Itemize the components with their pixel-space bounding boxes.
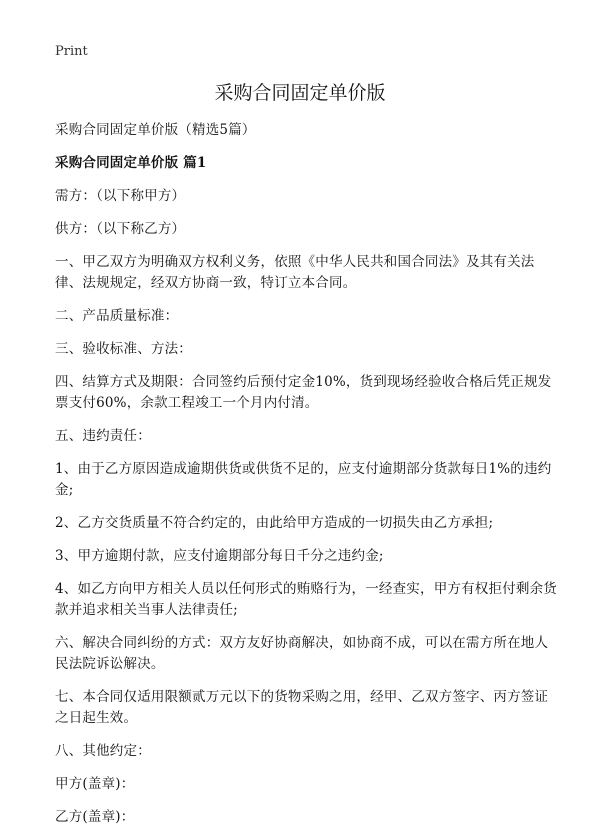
clause-5-item-2: 2、乙方交货质量不符合约定的，由此给甲方造成的一切损失由乙方承担; <box>55 515 494 531</box>
signature-party-b: 乙方(盖章)： <box>55 809 135 825</box>
document-subtitle: 采购合同固定单价版（精选5篇） <box>55 122 256 138</box>
clause-5-item-3: 3、甲方逾期付款，应支付逾期部分每日千分之违约金; <box>55 548 384 564</box>
clause-5-item-4: 4、如乙方向甲方相关人员以任何形式的贿赂行为，一经查实，甲方有权拒付剩余货款并追求相关当事人法律责任; <box>55 581 557 618</box>
print-link[interactable]: Print <box>55 44 88 59</box>
clause-3: 三、验收标准、方法： <box>55 341 192 357</box>
signature-party-a: 甲方(盖章)： <box>55 776 135 792</box>
clause-5-item-1: 1、由于乙方原因造成逾期供货或供货不足的，应支付逾期部分货款每日1%的违约金; <box>55 461 552 498</box>
document-body <box>55 120 560 840</box>
clause-4: 四、结算方式及期限：合同签约后预付定金10%，货到现场经验收合格后凭正规发票支付60%，余款工程竣工一个月内付清。 <box>55 374 552 411</box>
clause-2: 二、产品质量标准： <box>55 308 179 324</box>
party-buyer: 需方：（以下称甲方） <box>55 188 186 204</box>
clause-6: 六、解决合同纠纷的方式：双方友好协商解决，如协商不成，可以在需方所在地人民法院诉讼解决。 <box>55 635 549 672</box>
document-title: 采购合同固定单价版 <box>214 82 386 104</box>
party-supplier: 供方：（以下称乙方） <box>55 221 186 237</box>
clause-5: 五、违约责任： <box>55 428 151 444</box>
clause-8: 八、其他约定： <box>55 743 151 759</box>
clause-7: 七、本合同仅适用限额贰万元以下的货物采购之用，经甲、乙双方签字、丙方签证之日起生效。 <box>55 689 549 726</box>
section-heading: 采购合同固定单价版 篇1 <box>55 155 207 171</box>
clause-1: 一、甲乙双方为明确双方权利义务，依照《中华人民共和国合同法》及其有关法律、法规规定，经双方协商一致，特订立本合同。 <box>55 254 535 291</box>
